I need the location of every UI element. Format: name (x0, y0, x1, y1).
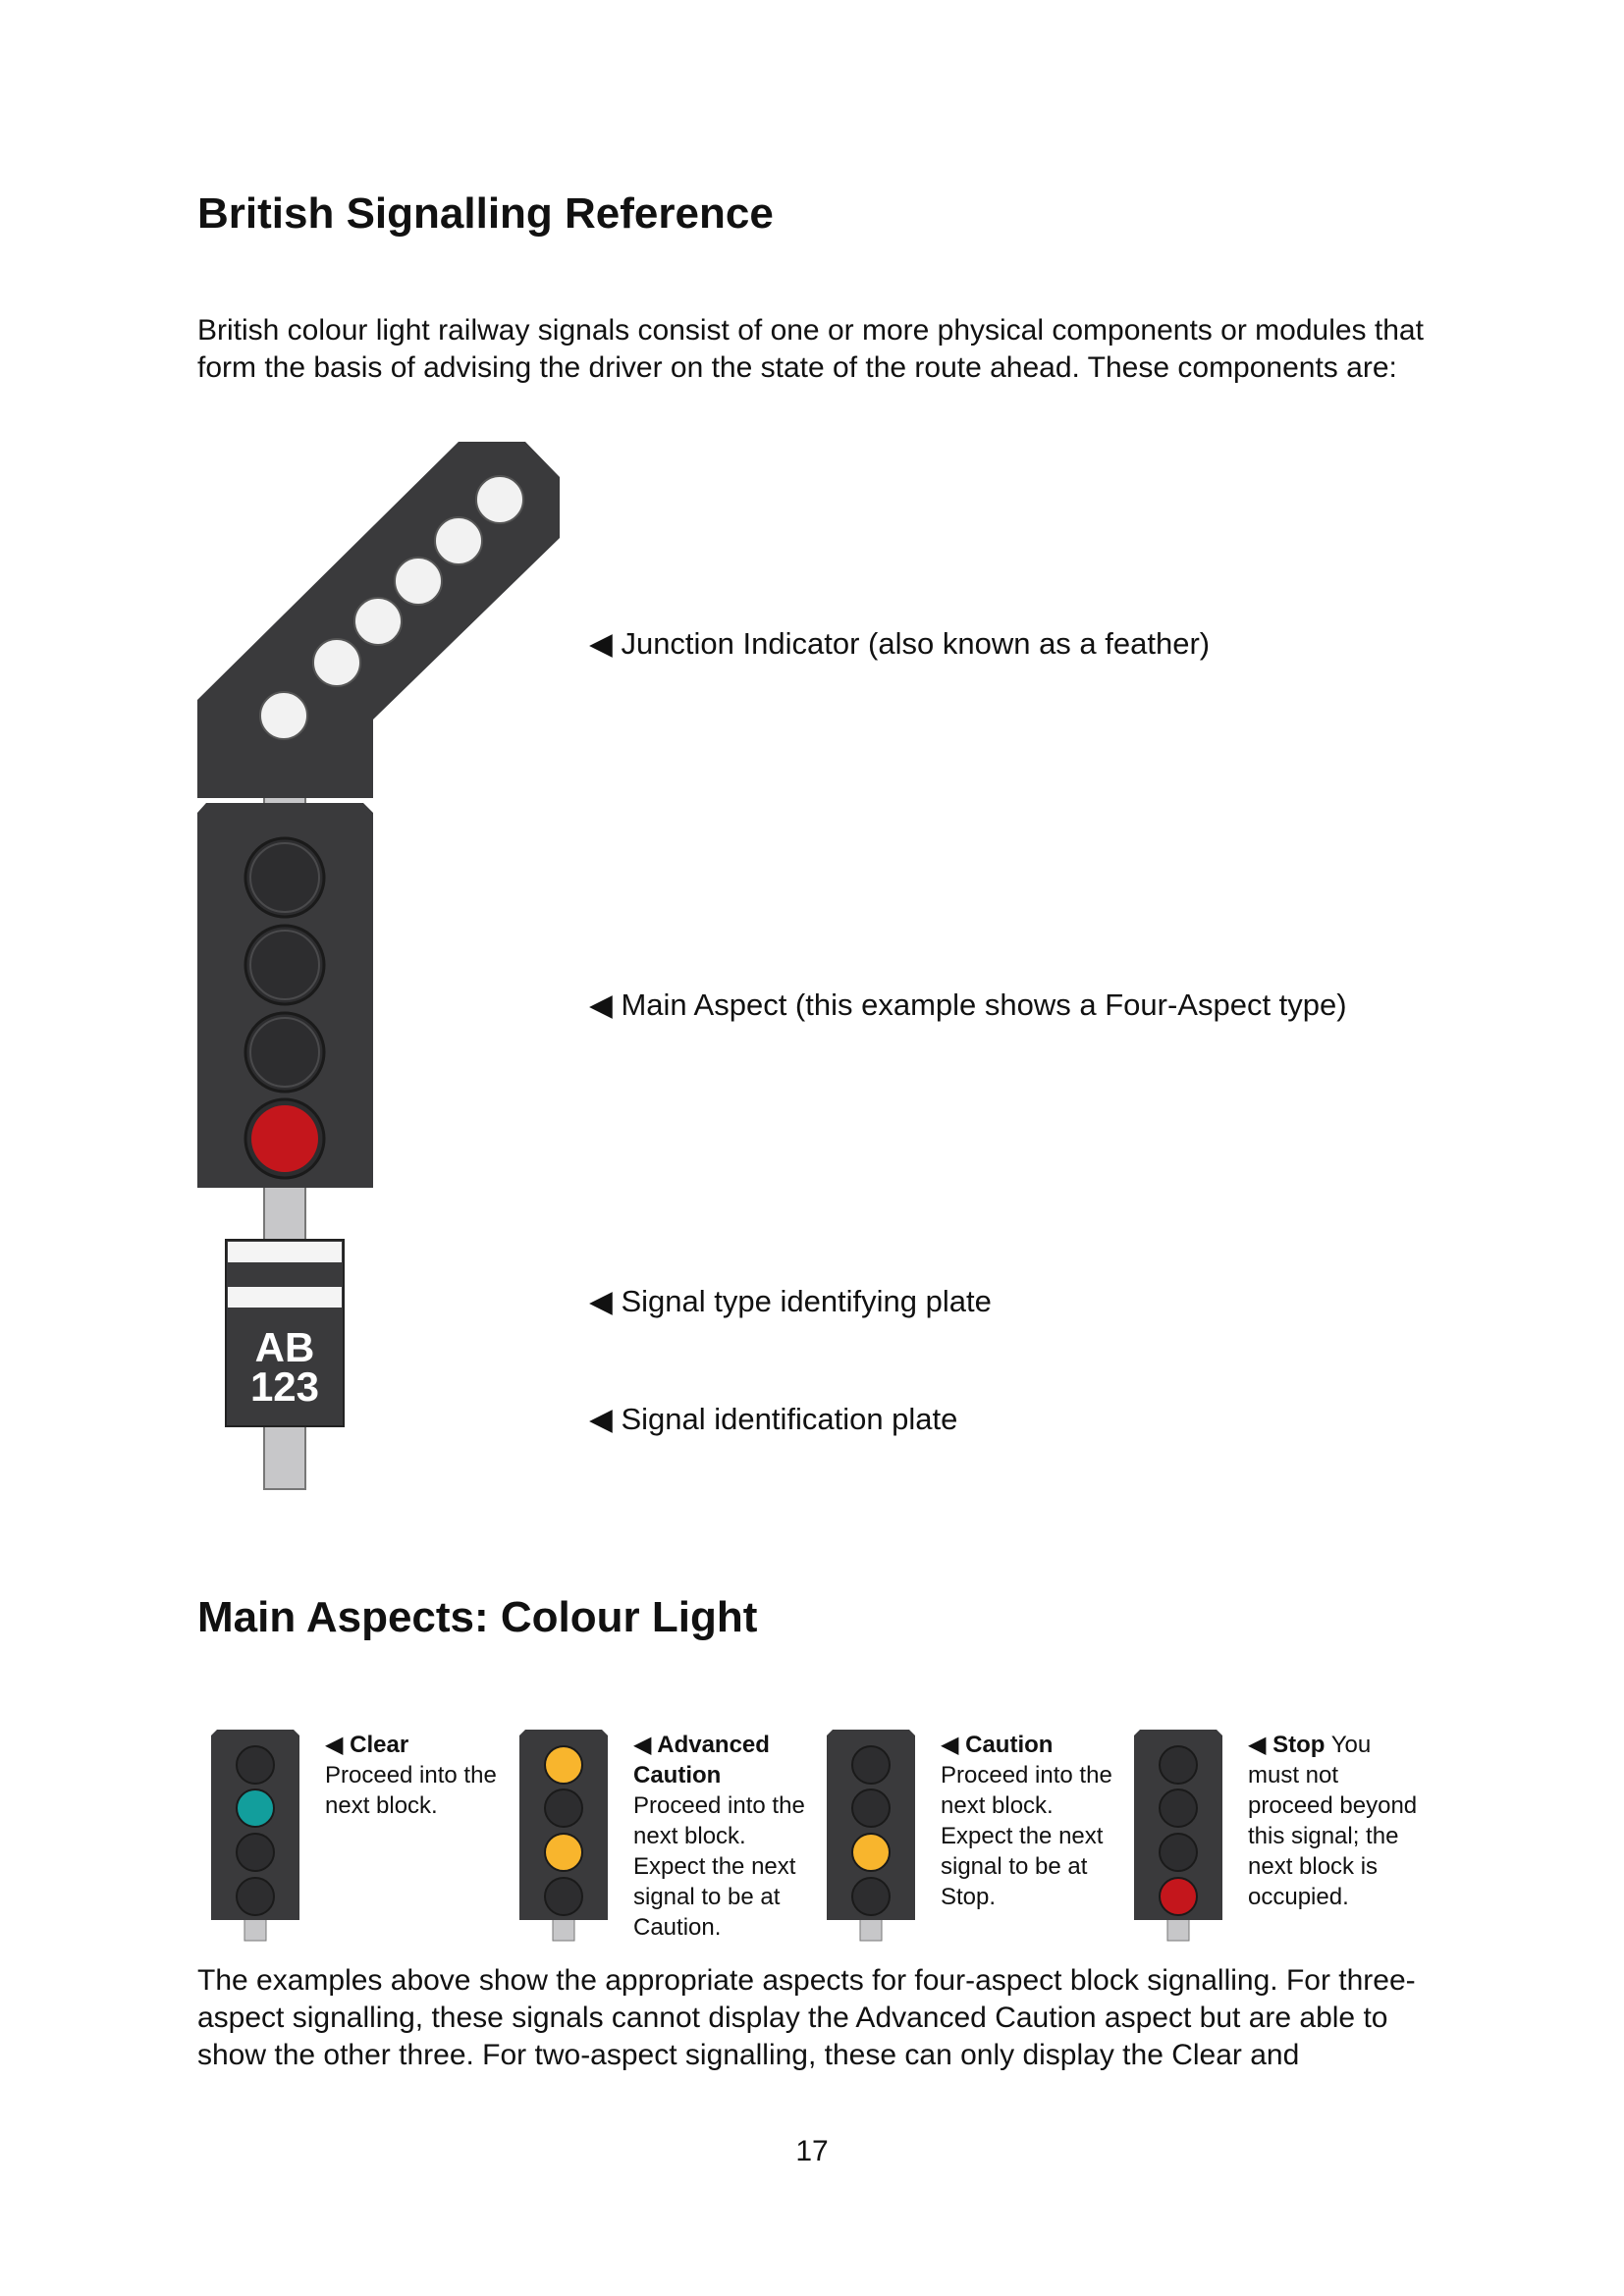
aspect-lamp-lit (237, 1789, 274, 1827)
aspect-lamp (237, 1746, 274, 1784)
aspect-advanced-caution-text (633, 1730, 805, 1943)
aspect-clear-text (325, 1730, 497, 1821)
signal-post (860, 1919, 882, 1941)
aspect-lamp-lit (852, 1834, 890, 1871)
aspect-lamp (545, 1789, 582, 1827)
aspect-description: Proceed into the next block. Expect the next signal to be at Caution. (633, 1792, 805, 1941)
page-title: British Signalling Reference (197, 189, 774, 238)
intro-paragraph: British colour light railway signals consist of one or more physical components or modules that form the basis of advising the driver on the state of the route ahead. These components are: (197, 314, 1424, 384)
main-aspect-label: ◀ Main Aspect (this example shows a Four-Aspect type) (589, 988, 1347, 1022)
aspect-name: ◀ Stop (1248, 1732, 1326, 1758)
aspect-lamp (852, 1789, 890, 1827)
aspect-lamp (852, 1746, 890, 1784)
aspect-description: Proceed into the next block. Expect the next signal to be at Stop. (941, 1762, 1112, 1910)
signal-post (244, 1919, 266, 1941)
aspect-lamp-lit (545, 1746, 582, 1784)
aspect-lamp-lit (1160, 1878, 1197, 1915)
aspect-signal-clear (211, 1730, 299, 1941)
aspect-lamp (1160, 1789, 1197, 1827)
signal-post (553, 1919, 574, 1941)
signal-post (1167, 1919, 1189, 1941)
identification-plate-label: ◀ Signal identification plate (589, 1402, 958, 1436)
aspect-lamp-lit (545, 1834, 582, 1871)
aspect-lamp (852, 1878, 890, 1915)
aspect-lamp (237, 1834, 274, 1871)
aspect-signal-advanced-caution (519, 1730, 608, 1941)
type-plate-label: ◀ Signal type identifying plate (589, 1284, 992, 1318)
aspect-signal-stop (1134, 1730, 1222, 1941)
aspect-description: Proceed into the next block. (325, 1762, 497, 1819)
aspect-description: You must not proceed beyond this signal; the next block is occupied. (1248, 1732, 1418, 1910)
aspect-lamp (1160, 1746, 1197, 1784)
plate-line-2: 123 (249, 1363, 320, 1410)
section-title: Main Aspects: Colour Light (197, 1593, 758, 1641)
junction-indicator-label: ◀ Junction Indicator (also known as a feather) (589, 626, 1211, 661)
aspect-name: ◀ Caution (941, 1732, 1054, 1758)
aspect-stop-text (1248, 1730, 1420, 1912)
page-number: 17 (795, 2135, 829, 2167)
aspect-name: ◀ Advanced Caution (633, 1732, 770, 1789)
aspect-lamp (1160, 1834, 1197, 1871)
footer-paragraph: The examples above show the appropriate aspects for four-aspect block signalling. For three-aspect signalling, these signals cannot display the Advanced Caution aspect but are able to show the other three. For two-aspect signalling, these can only display the Clear and (197, 1964, 1416, 2071)
aspect-name: ◀ Clear (325, 1732, 409, 1758)
aspect-signal-caution (827, 1730, 915, 1941)
plate-line-1: AB (254, 1324, 315, 1370)
aspect-lamp (237, 1878, 274, 1915)
aspect-caution-text (941, 1730, 1112, 1912)
aspect-lamp (545, 1878, 582, 1915)
